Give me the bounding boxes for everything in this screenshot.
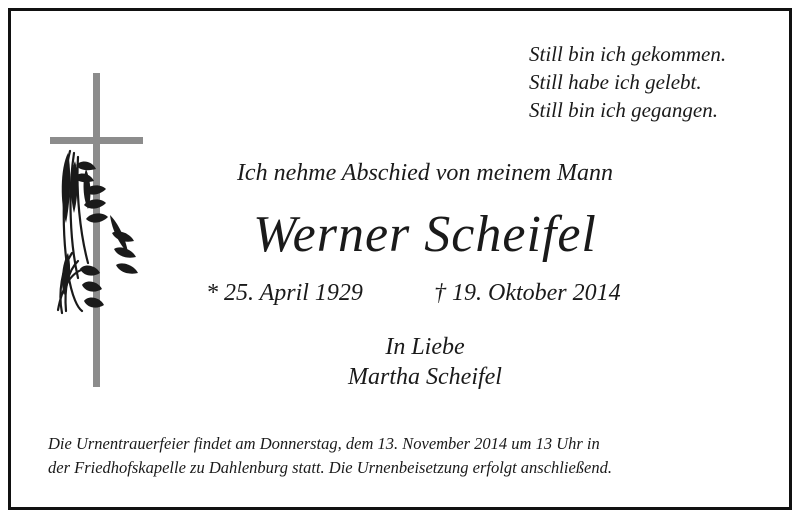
farewell-intro: Ich nehme Abschied von meinem Mann — [236, 160, 614, 186]
poem-line-1: Still bin ich gekommen. — [529, 42, 727, 66]
closing-line-1: In Liebe — [385, 334, 465, 360]
notice-line-1: Die Urnentrauerfeier findet am Donnerstag, dem 13. November 2014 um 13 Uhr in — [48, 434, 600, 453]
notice-line-2: der Friedhofskapelle zu Dahlenburg statt. Die Urnenbeisetzung erfolgt anschließend. — [48, 458, 612, 477]
death-date: † 19. Oktober 2014 — [434, 280, 621, 306]
cross-horizontal-beam — [50, 137, 143, 144]
poem — [529, 40, 726, 124]
funeral-notice — [48, 432, 768, 480]
poem-line-2: Still habe ich gelebt. — [529, 70, 702, 94]
closing-signature — [0, 332, 800, 392]
poem-line-3: Still bin ich gegangen. — [529, 98, 718, 122]
birth-date: * 25. April 1929 — [206, 280, 363, 306]
closing-line-2: Martha Scheifel — [348, 364, 502, 390]
deceased-name: Werner Scheifel — [253, 206, 597, 263]
